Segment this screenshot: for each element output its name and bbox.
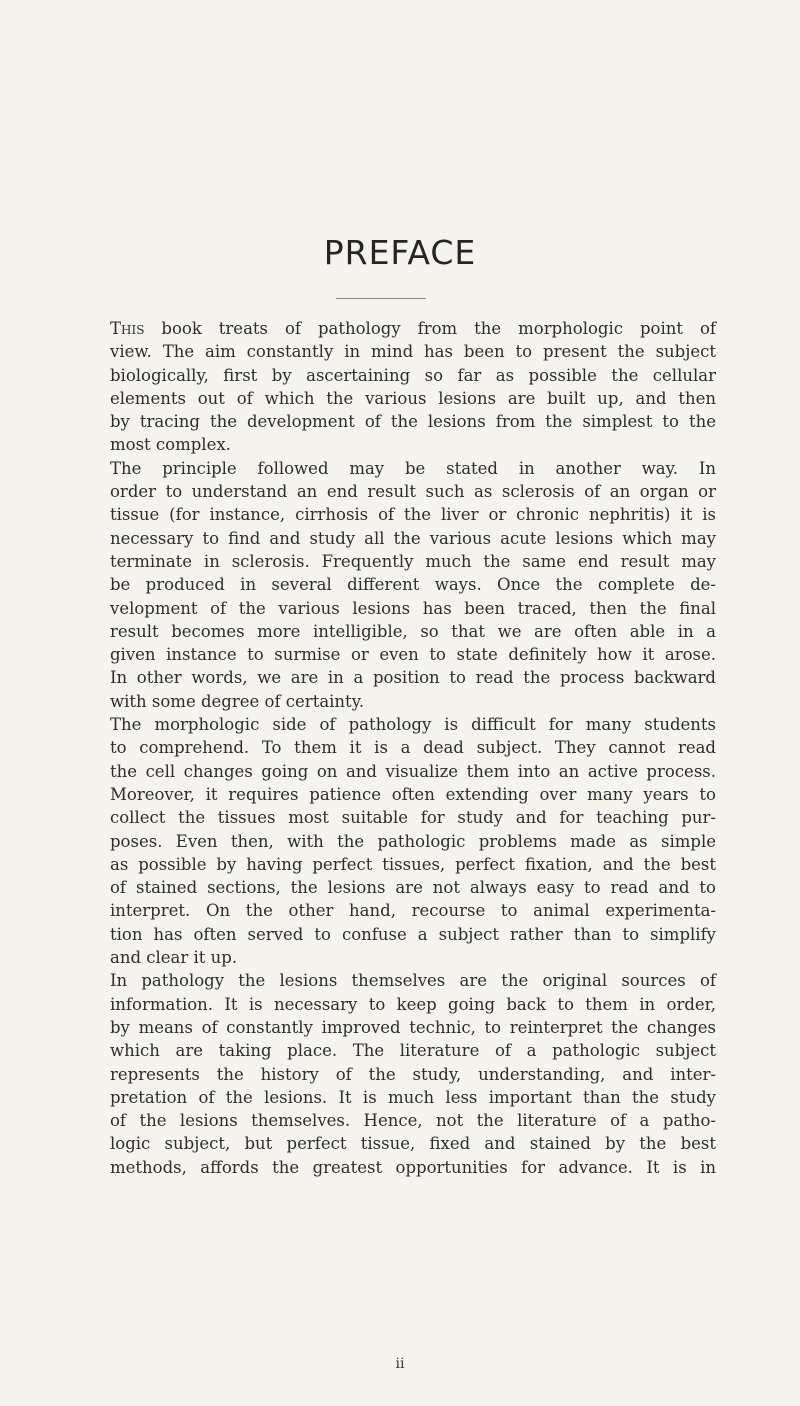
paragraph-2	[110, 457, 716, 713]
text-line: In pathology the lesions themselves are the original sources of	[110, 971, 716, 991]
text-line: methods, affords the greatest opportunities for advance. It is in	[110, 1157, 716, 1177]
text-line: tion has often served to confuse a subject rather than to simplify	[110, 924, 716, 944]
text-line: biologically, first by ascertaining so far as possible the cellular	[110, 365, 716, 385]
page-title: PREFACE	[323, 233, 477, 272]
text-line: the cell changes going on and visualize them into an active process.	[110, 761, 716, 781]
text-line: given instance to surmise or even to state definitely how it arose.	[110, 645, 716, 665]
text-line: order to understand an end result such as sclerosis of an organ or	[110, 482, 716, 502]
text-line: information. It is necessary to keep going back to them in order,	[110, 994, 716, 1014]
text-line: In other words, we are in a position to read the process backward	[110, 668, 716, 688]
text-line: which are taking place. The literature of a pathologic subject	[110, 1041, 716, 1061]
text-line: velopment of the various lesions has been traced, then the final	[110, 598, 716, 618]
page-number: ii	[395, 1356, 405, 1372]
first-word: This	[110, 319, 145, 338]
text-line: poses. Even then, with the pathologic problems made as simple	[110, 831, 716, 851]
text-line: as possible by having perfect tissues, perfect fixation, and the best	[110, 854, 716, 874]
text-line: The principle followed may be stated in another way. In	[110, 458, 716, 478]
text-line: most complex.	[110, 435, 231, 455]
paragraph-4	[110, 969, 716, 1179]
text-line: Moreover, it requires patience often extending over many years to	[110, 784, 716, 804]
text-line: interpret. On the other hand, recourse to animal experimenta-	[110, 901, 716, 921]
text-line: of stained sections, the lesions are not always easy to read and to	[110, 878, 716, 898]
text-line: by tracing the development of the lesions from the simplest to the	[110, 412, 716, 432]
preface-body	[110, 317, 716, 1179]
title-rule	[336, 298, 426, 299]
text-line: with some degree of certainty.	[110, 691, 365, 711]
text-line: elements out of which the various lesions are built up, and then	[110, 388, 716, 408]
text-line: pretation of the lesions. It is much less important than the study	[110, 1087, 716, 1107]
text-line: represents the history of the study, understanding, and inter-	[110, 1064, 716, 1084]
text-line: of the lesions themselves. Hence, not the literature of a patho-	[110, 1111, 716, 1131]
text-line: be produced in several different ways. Once the complete de-	[110, 575, 716, 595]
text-line: view. The aim constantly in mind has been to present the subject	[110, 342, 716, 362]
text-line: and clear it up.	[110, 948, 238, 968]
text-line: result becomes more intelligible, so that we are often able in a	[110, 621, 716, 641]
paragraph-1	[110, 317, 716, 457]
text-line: to comprehend. To them it is a dead subject. They cannot read	[110, 738, 716, 758]
text-line: necessary to find and study all the various acute lesions which may	[110, 528, 716, 548]
text-line: The morphologic side of pathology is difficult for many students	[110, 715, 716, 735]
paragraph-3	[110, 713, 716, 969]
text-line: This book treats of pathology from the morphologic point of	[110, 319, 716, 338]
text-line: logic subject, but perfect tissue, fixed and stained by the best	[110, 1134, 716, 1154]
text-line: collect the tissues most suitable for study and for teaching pur-	[110, 808, 716, 828]
text-line: by means of constantly improved technic, to reinterpret the changes	[110, 1017, 716, 1037]
text-line: tissue (for instance, cirrhosis of the liver or chronic nephritis) it is	[110, 505, 716, 525]
text-line: terminate in sclerosis. Frequently much the same end result may	[110, 551, 716, 571]
